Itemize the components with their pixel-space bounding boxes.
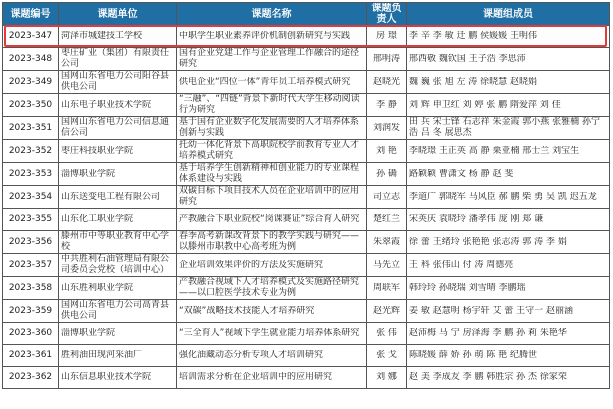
cell-leader (367, 71, 407, 94)
cell-project-name (177, 71, 367, 94)
cell-leader-text: 马先立 (372, 259, 400, 270)
cell-project-name-text: “三全育人”视域下学生就业能力培养体系研究 (179, 328, 360, 338)
cell-unit (59, 254, 177, 277)
cell-leader-text: 刘润发 (372, 122, 400, 133)
cell-project-name (177, 117, 367, 140)
cell-members-text: 李 辛 李 敏 迁 鹏 侯媛媛 王明伟 (409, 31, 538, 41)
cell-leader-text: 周联军 (372, 282, 400, 293)
cell-leader (367, 48, 407, 71)
cell-project-id (3, 94, 59, 117)
cell-unit (59, 345, 177, 367)
cell-members-text: 姜 敏 赵慧明 杨宇轩 艾 蕾 王守一 赵丽涵 (409, 305, 574, 316)
cell-project-id (3, 231, 59, 254)
cell-project-id (3, 367, 59, 389)
cell-project-name-text: 产教融合下职业院校“岗课赛证”综合育人研究 (179, 214, 360, 224)
cell-unit (59, 277, 177, 300)
cell-project-id-text: 2023-359 (8, 305, 53, 316)
cell-leader-text: 朱翠霞 (372, 236, 400, 247)
cell-leader-text: 孙 确 (376, 168, 397, 179)
table-row (3, 26, 610, 48)
table-row (3, 71, 610, 94)
cell-unit-text: 淄博职业学院 (61, 328, 116, 338)
cell-members (407, 367, 610, 389)
cell-leader-text: 张 戈 (376, 350, 397, 360)
cell-leader (367, 345, 407, 367)
cell-unit (59, 231, 177, 254)
cell-members (407, 94, 610, 117)
cell-leader (367, 163, 407, 186)
cell-members (407, 163, 610, 186)
cell-project-id (3, 345, 59, 367)
cell-members-text: 魏 巍 张 旭 左 涛 徐晓慧 赵晓娟 (409, 76, 538, 87)
cell-members-text: 韩玲玲 孙晓瑞 刘雪晴 李鹏瑶 (409, 282, 526, 293)
cell-unit (59, 48, 177, 71)
cell-leader (367, 323, 407, 345)
cell-project-id-text: 2023-357 (8, 259, 53, 270)
cell-project-name-text: 强化油藏动态分析专项人才培训研究 (179, 350, 324, 360)
cell-project-id (3, 26, 59, 48)
cell-members-text: 王 科 张伟山 付 涛 周德亮 (409, 259, 514, 270)
cell-project-id-text: 2023-360 (8, 328, 53, 338)
cell-members (407, 277, 610, 300)
cell-leader (367, 254, 407, 277)
table-row (3, 254, 610, 277)
cell-members (407, 26, 610, 48)
cell-project-name-text: “三融”、“四链”背景下新时代大学生移动阅读行为研究 (179, 94, 360, 115)
cell-unit (59, 26, 177, 48)
cell-project-id-text: 2023-356 (8, 236, 53, 247)
cell-leader-text: 房 璟 (376, 31, 397, 41)
cell-project-name (177, 209, 367, 231)
cell-project-id (3, 323, 59, 345)
cell-unit-text: 山东胜利职业学院 (61, 282, 134, 293)
cell-members (407, 231, 610, 254)
cell-project-name (177, 163, 367, 186)
cell-project-name (177, 231, 367, 254)
cell-members (407, 48, 610, 71)
cell-unit (59, 71, 177, 94)
cell-project-id-text: 2023-354 (8, 191, 53, 202)
cell-leader (367, 140, 407, 163)
cell-project-name (177, 94, 367, 117)
cell-project-id-text: 2023-351 (8, 122, 53, 133)
table-header-row (3, 3, 610, 26)
table-row (3, 94, 610, 117)
cell-unit (59, 94, 177, 117)
cell-unit-text: 国网山东省电力公司高青县供电公司 (61, 300, 170, 321)
cell-leader-text: 刘 艳 (376, 145, 397, 156)
cell-project-name (177, 277, 367, 300)
table-row (3, 300, 610, 323)
cell-members-text: 刘 辉 申卫红 刘 婷 张 鹏 隋爱萍 刘 佳 (409, 99, 561, 110)
cell-leader-text: 楚红兰 (372, 214, 400, 224)
table-row (3, 345, 610, 367)
cell-leader (367, 209, 407, 231)
table-row (3, 186, 610, 209)
cell-project-id (3, 186, 59, 209)
cell-project-id (3, 117, 59, 140)
cell-leader-text: 赵光辉 (372, 305, 400, 316)
cell-unit-text: 淄博职业学院 (61, 168, 116, 179)
cell-project-name-text: 培训需求分析在企业培训中的应用研究 (179, 372, 333, 382)
cell-unit (59, 186, 177, 209)
table-row (3, 163, 610, 186)
cell-project-id-text: 2023-355 (8, 214, 53, 224)
cell-members-text: 李道广 郭晓军 马风臣 郝 鹏 柴 勇 吴 凯 迟五龙 (409, 191, 597, 202)
cell-members-text: 赵沛梅 马 宁 房泽海 李 鹏 孙 莉 朱艳华 (409, 328, 567, 338)
cell-project-id-text: 2023-349 (8, 76, 53, 87)
cell-members (407, 71, 610, 94)
cell-members (407, 186, 610, 209)
cell-members-text: 李晓璟 王正英 高 静 栗亚楠 邢士兰 刘宝生 (409, 145, 580, 156)
cell-leader-text: 李 静 (376, 99, 397, 110)
cell-unit (59, 367, 177, 389)
cell-leader (367, 26, 407, 48)
cell-unit (59, 117, 177, 140)
table-row (3, 209, 610, 231)
table-row (3, 48, 610, 71)
cell-members (407, 345, 610, 367)
cell-project-id-text: 2023-348 (8, 53, 53, 64)
cell-members-text: 徐 蕾 王绪玲 张艳艳 张志涛 郭 涛 李 娟 (409, 236, 567, 247)
cell-unit (59, 323, 177, 345)
cell-project-id (3, 277, 59, 300)
cell-unit-text: 山东信息职业技术学院 (61, 372, 152, 382)
cell-project-id-text: 2023-352 (8, 145, 53, 156)
cell-unit-text: 国网山东省电力公司信息通信公司 (61, 117, 170, 138)
cell-members-text: 陈晓媛 薛 娇 孙 萌 陈 艳 纪腾世 (409, 350, 538, 360)
cell-project-id (3, 140, 59, 163)
cell-members (407, 323, 610, 345)
cell-members (407, 117, 610, 140)
cell-unit-text: 枣庄矿业（集团）有限责任公司 (61, 48, 170, 69)
cell-project-id-text: 2023-362 (8, 372, 53, 382)
cell-project-name (177, 186, 367, 209)
cell-members (407, 209, 610, 231)
cell-leader-text: 张 伟 (376, 328, 397, 338)
cell-project-name (177, 254, 367, 277)
cell-unit-text: 中共胜利石油管理局有限公司委员会党校（培训中心） (61, 254, 170, 275)
cell-leader (367, 277, 407, 300)
cell-project-name (177, 367, 367, 389)
cell-project-name (177, 26, 367, 48)
cell-project-name (177, 345, 367, 367)
cell-project-name-text: 国有企业党建工作与企业管理工作融合的途径研究 (179, 48, 360, 69)
cell-members-text: 赵 美 李成友 李 鹏 韩胜宗 孙 杰 徐家荣 (409, 372, 567, 382)
cell-leader (367, 117, 407, 140)
cell-project-name (177, 48, 367, 71)
cell-leader (367, 300, 407, 323)
table-row (3, 323, 610, 345)
table-row (3, 140, 610, 163)
cell-project-id-text: 2023-353 (8, 168, 53, 179)
header-unit: 课题单位 (59, 3, 177, 26)
cell-members-text: 田 兵 宋士锋 石志祥 朱金霞 郭小燕 张雅楠 孙宁浩 吕 冬 展思杰 (409, 117, 601, 138)
header-id: 课题编号 (3, 3, 59, 26)
table-row (3, 277, 610, 300)
cell-project-id (3, 163, 59, 186)
cell-unit-text: 国网山东省电力公司阳谷县供电公司 (61, 71, 170, 92)
header-lead: 课题负责人 (367, 3, 407, 26)
cell-project-id (3, 209, 59, 231)
cell-leader (367, 367, 407, 389)
table-row (3, 117, 610, 140)
cell-leader-text: 邢明涛 (372, 53, 400, 64)
cell-project-id (3, 48, 59, 71)
table-row (3, 231, 610, 254)
cell-project-id (3, 300, 59, 323)
header-name: 课题名称 (177, 3, 367, 26)
header-members: 课题组成员 (407, 3, 610, 26)
cell-project-name-text: 供电企业“四位一体”青年员工培养模式研究 (179, 76, 351, 87)
cell-project-name-text: 产教融合视域下人才培养模式及实施路径研究——以口腔医学技术专业为例 (179, 277, 360, 298)
cell-project-id (3, 254, 59, 277)
cell-project-id (3, 71, 59, 94)
cell-unit-text: 山东送变电工程有限公司 (61, 191, 161, 202)
cell-leader (367, 231, 407, 254)
cell-unit (59, 140, 177, 163)
cell-unit-text: 菏泽市城建技工学校 (61, 31, 143, 41)
cell-project-name-text: 双碳目标下项目技术人员在企业培训中的应用研究 (179, 186, 360, 207)
cell-leader (367, 94, 407, 117)
cell-project-name-text: 春季高考新课改背景下的教学实践与研究——以滕州市职教中心高考班为例 (179, 231, 360, 252)
cell-project-name-text: 基于国有企业数字化发展需要的人才培养体系创新与实践 (179, 117, 360, 138)
cell-project-name (177, 323, 367, 345)
cell-leader-text: 司立志 (372, 191, 400, 202)
cell-project-name (177, 140, 367, 163)
cell-unit-text: 山东化工职业学院 (61, 214, 134, 224)
cell-project-name-text: “双碳”战略技术技能人才培养研究 (179, 305, 315, 316)
project-table (2, 2, 610, 389)
cell-project-id-text: 2023-350 (8, 99, 53, 110)
cell-leader (367, 186, 407, 209)
cell-members-text: 路颖颖 曹潇文 杨 静 赵 斐 (409, 168, 514, 179)
cell-project-name-text: 托幼一体化背景下高职院校学前教育专业人才培养模式研究 (179, 140, 360, 161)
cell-members-text: 邢西敬 魏钦国 王子浩 李思沛 (409, 53, 526, 64)
cell-members (407, 300, 610, 323)
cell-unit (59, 163, 177, 186)
cell-unit-text: 枣庄科技职业学院 (61, 145, 134, 156)
cell-project-id-text: 2023-347 (8, 31, 53, 41)
cell-project-name-text: 基于培养学生创新精神和创业能力的专业课程体系建设与实践 (179, 163, 360, 184)
cell-project-name-text: 中职学生职业素养评价机制创新研究与实践 (179, 31, 351, 41)
cell-leader-text: 刘 娜 (376, 372, 397, 382)
cell-unit-text: 胜利油田现河采油厂 (61, 350, 143, 360)
cell-project-id-text: 2023-361 (8, 350, 53, 360)
cell-members (407, 254, 610, 277)
cell-unit-text: 滕州市中等职业教育中心学校 (61, 231, 170, 252)
cell-members (407, 140, 610, 163)
cell-leader-text: 赵晓光 (372, 76, 400, 87)
cell-project-name (177, 300, 367, 323)
cell-project-id-text: 2023-358 (8, 282, 53, 293)
table-row (3, 367, 610, 389)
cell-unit (59, 209, 177, 231)
cell-project-name-text: 企业培训效果评价的方法及实施研究 (179, 259, 324, 270)
cell-unit-text: 山东电子职业技术学院 (61, 99, 152, 110)
cell-unit (59, 300, 177, 323)
cell-members-text: 宋英庆 袁晓玲 潘孝伟 庞 刚 郑 谦 (409, 214, 544, 224)
